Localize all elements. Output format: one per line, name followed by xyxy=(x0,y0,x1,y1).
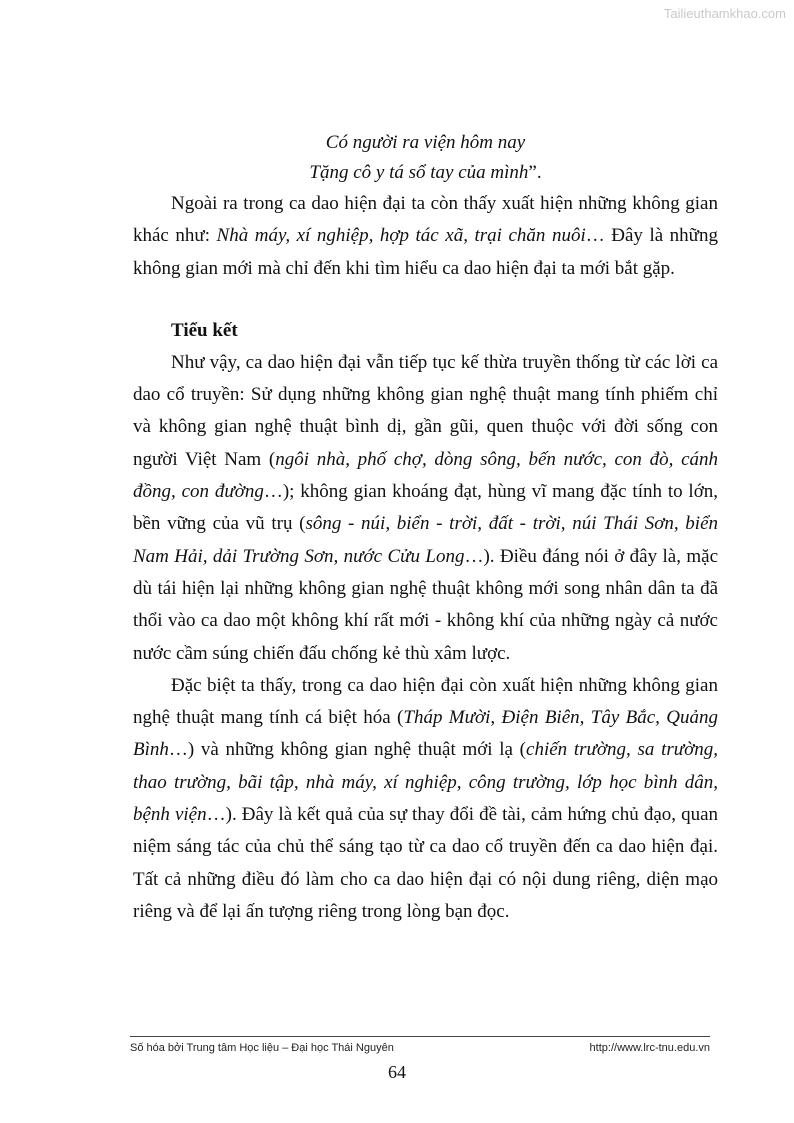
paragraph-2 xyxy=(133,347,718,670)
paragraph-3-italic-1: Tháp Mười, Điện Biên, Tây Bắc, Quảng Bình xyxy=(133,707,719,761)
paragraph-2-text-3: …). Điều đáng nói ở đây là, mặc dù tái hiện lại những không gian nghệ thuật không mới song nhân dân ta đã thổi vào ca dao một không khí rất mới - không khí của những ngày cả nước nước cầm súng chiến đấu chống kẻ thù xâm lược. xyxy=(133,545,718,664)
footer-source: Số hóa bởi Trung tâm Học liệu – Đại học Thái Nguyên xyxy=(130,1042,394,1054)
verse-closing-quote: ”. xyxy=(528,162,542,183)
paragraph-1-text-2: … Đây là những không gian mới mà chỉ đến khi tìm hiểu ca dao hiện đại ta mới bắt gặp. xyxy=(133,225,718,279)
paragraph-2-text-1: Như vậy, ca dao hiện đại vẫn tiếp tục kế thừa truyền thống từ các lời ca dao cổ truyền: Sử dụng những không gian nghệ thuật mang tính phiếm chỉ và không gian nghệ thuật bình dị, gần gũi, quen thuộc với đời sống con người Việt Nam ( xyxy=(133,351,718,470)
paragraph-1 xyxy=(133,188,718,285)
paragraph-3-text-3: …). Đây là kết quả của sự thay đổi đề tài, cảm hứng chủ đạo, quan niệm sáng tác của chủ thể sáng tạo từ ca dao cổ truyền đến ca dao hiện đại. Tất cả những điều đó làm cho ca dao hiện đại có nội dung riêng, diện mạo riêng và để lại ấn tượng riêng trong lòng bạn đọc. xyxy=(133,804,718,922)
paragraph-3 xyxy=(133,670,718,928)
watermark: Tailieuthamkhao.com xyxy=(663,6,786,21)
paragraph-2-text-2: …); không gian khoáng đạt, hùng vĩ mang đặc tính to lớn, bền vững của vũ trụ ( xyxy=(133,481,719,535)
paragraph-3-text-1: Đặc biệt ta thấy, trong ca dao hiện đại còn xuất hiện những không gian nghệ thuật mang tính cá biệt hóa ( xyxy=(133,674,718,729)
page-body xyxy=(133,128,718,928)
paragraph-3-text-2: …) và những không gian nghệ thuật mới lạ ( xyxy=(168,739,527,761)
footer-url[interactable]: http://www.lrc-tnu.edu.vn xyxy=(589,1042,710,1054)
poem-excerpt xyxy=(133,128,718,188)
page-number: 64 xyxy=(388,1062,406,1082)
verse-line-2-text: Tặng cô y tá sổ tay của mình xyxy=(309,162,529,183)
verse-line-2 xyxy=(133,158,718,188)
paragraph-2-italic-1: ngôi nhà, phố chợ, dòng sông, bến nước, con đò, cánh đồng, con đường xyxy=(133,448,718,503)
verse-line-1: Có người ra viện hôm nay xyxy=(325,132,526,153)
paragraph-3-italic-2: chiến trường, sa trường, thao trường, bãi tập, nhà máy, xí nghiệp, công trường, lớp học bình dân, bệnh viện xyxy=(133,739,719,826)
footer-divider xyxy=(130,1036,710,1037)
paragraph-1-text-1: Ngoài ra trong ca dao hiện đại ta còn thấy xuất hiện những không gian khác như: xyxy=(133,193,718,247)
paragraph-2-italic-2: sông - núi, biển - trời, đất - trời, núi Thái Sơn, biển Nam Hải, dải Trường Sơn, nước Cửu Long xyxy=(133,513,719,567)
paragraph-1-italic-1: Nhà máy, xí nghiệp, hợp tác xã, trại chăn nuôi xyxy=(216,225,586,247)
section-heading: Tiểu kết xyxy=(171,319,238,341)
